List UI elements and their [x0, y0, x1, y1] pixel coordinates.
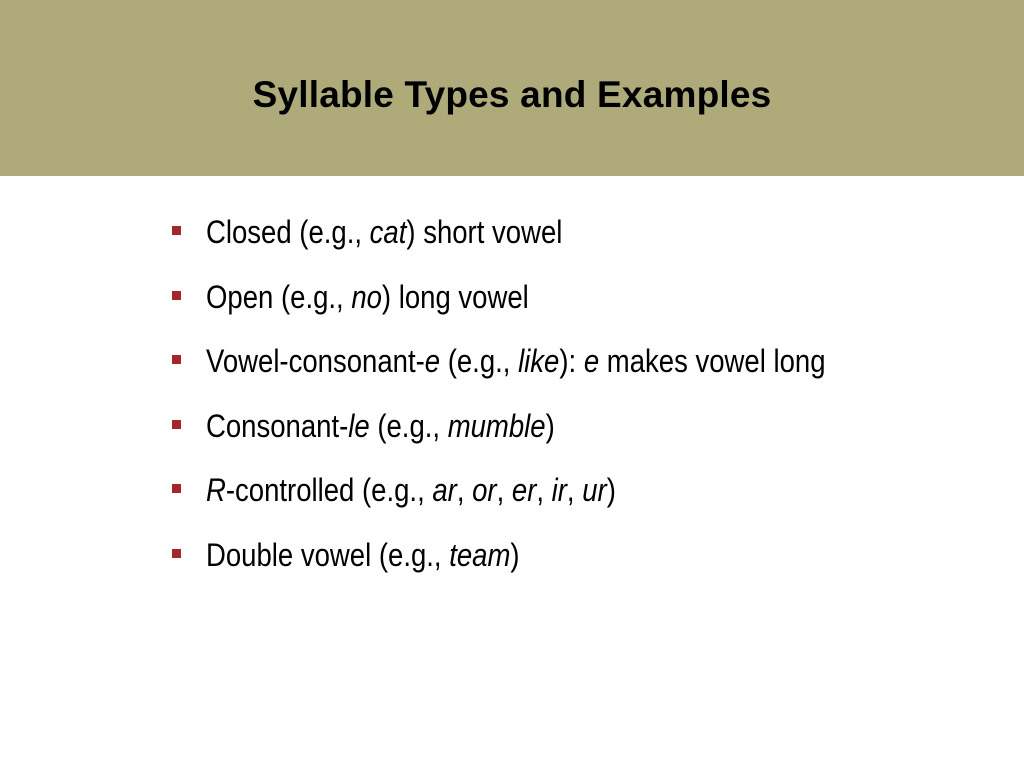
bullet-text-segment: ,	[536, 472, 552, 508]
red-square-bullet-icon	[172, 484, 181, 493]
bullet-text-italic: ur	[582, 472, 607, 508]
bullet-item	[170, 273, 990, 338]
bullet-text-italic: e	[583, 343, 600, 379]
red-square-bullet-icon	[172, 420, 181, 429]
bullet-text	[206, 531, 520, 579]
bullet-text-segment: )	[510, 536, 520, 573]
bullet-item	[170, 337, 990, 402]
bullet-text-segment: -controlled (e.g.,	[225, 472, 433, 508]
bullet-text-italic: mumble	[447, 407, 546, 444]
bullet-text	[206, 337, 826, 385]
bullet-text-italic: er	[511, 472, 537, 508]
bullet-text-italic: ar	[432, 472, 457, 508]
bullet-text-italic: ir	[551, 472, 567, 508]
bullet-text-segment: Consonant-	[206, 407, 349, 444]
bullet-text-segment: makes vowel long	[599, 343, 826, 379]
bullet-item	[170, 531, 990, 596]
bullet-text-italic: team	[449, 536, 511, 573]
bullet-text-segment: ):	[559, 343, 584, 379]
bullet-text	[206, 208, 562, 256]
bullet-item	[170, 402, 990, 467]
red-square-bullet-icon	[172, 355, 181, 364]
bullet-text-segment: ,	[496, 472, 512, 508]
bullet-text-italic: cat	[369, 214, 407, 250]
bullet-text-italic: or	[472, 472, 497, 508]
bullet-text	[206, 273, 529, 321]
bullet-text-segment: ) short vowel	[406, 214, 563, 250]
bullet-item	[170, 208, 990, 273]
bullet-text	[206, 466, 616, 514]
bullet-text-segment: Closed (e.g.,	[206, 214, 370, 250]
bullet-text-segment: ) long vowel	[381, 278, 529, 315]
bullet-text-segment: Open (e.g.,	[206, 278, 352, 315]
red-square-bullet-icon	[172, 291, 181, 300]
bullet-text-italic: e	[424, 343, 441, 379]
red-square-bullet-icon	[172, 549, 181, 558]
bullet-text-segment: (e.g.,	[369, 407, 448, 444]
bullet-item	[170, 466, 990, 531]
bullet-text-italic: R	[206, 472, 226, 508]
bullet-text-italic: like	[518, 343, 560, 379]
bullet-text-segment: ,	[566, 472, 583, 508]
bullet-text-segment: Vowel-consonant-	[206, 343, 425, 379]
red-square-bullet-icon	[172, 226, 181, 235]
slide-title: Syllable Types and Examples	[252, 74, 772, 115]
bullet-list	[170, 208, 990, 595]
bullet-text-segment: ,	[456, 472, 473, 508]
bullet-text-italic: le	[348, 407, 370, 444]
bullet-text-segment: )	[606, 472, 616, 508]
bullet-text-segment: (e.g.,	[440, 343, 519, 379]
bullet-text-segment: Double vowel (e.g.,	[206, 536, 450, 573]
bullet-text-segment: )	[545, 407, 555, 444]
bullet-text-italic: no	[351, 278, 382, 315]
bullet-text	[206, 402, 555, 450]
